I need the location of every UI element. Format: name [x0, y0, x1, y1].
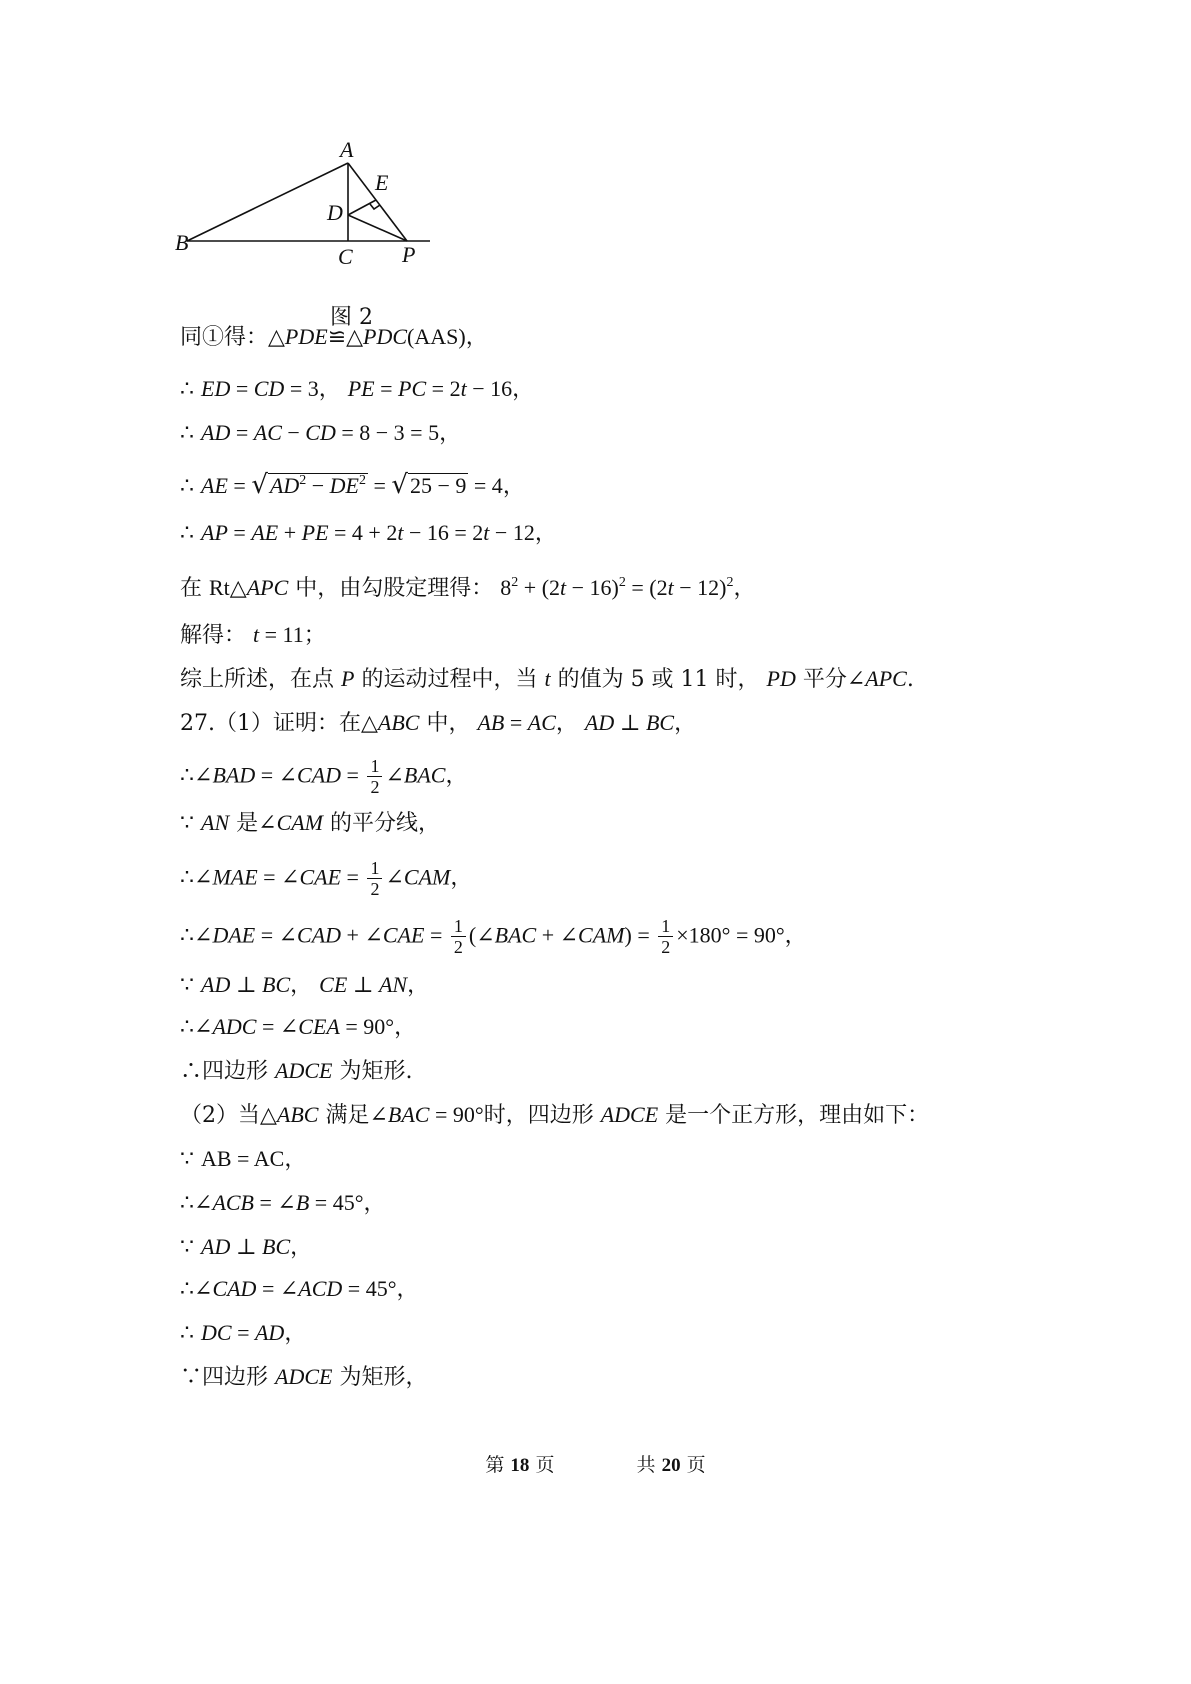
solution-line-2: ∴ ED = CD = 3， PE = PC = 2t − 16， — [180, 376, 535, 402]
label-b: B — [175, 230, 189, 255]
solution-line-3: ∴ AD = AC − CD = 8 − 3 = 5， — [180, 420, 462, 446]
solution-line-5: ∴ AP = AE + PE = 4 + 2t − 16 = 2t − 12， — [180, 520, 557, 546]
page-footer — [0, 1450, 1191, 1477]
figure-caption: 图 2 — [330, 305, 373, 330]
part2-line-1: ∵ AB = AC， — [180, 1146, 307, 1172]
proof-line-2: ∵ AN 是∠CAM 的平分线， — [180, 810, 441, 836]
line-ab — [187, 163, 348, 241]
proof-line-4: ∴∠DAE = ∠CAD + ∠CAE = $\frac{1}{2}$ (∠BAC + ∠CAM) = $\frac{1}{2}$ ×180° = 90°， — [180, 916, 807, 957]
footer-suffix: 页 — [686, 1454, 706, 1476]
solution-line-4: ∴ AE = $√AD^2 - DE^2 = √25 - 9 = 4$， — [180, 470, 525, 500]
proof-line-1: ∴∠BAD = ∠CAD = $\frac{1}{2}$ ∠BAC， — [180, 756, 468, 797]
part2-line-6: ∵四边形 ADCE 为矩形， — [180, 1364, 428, 1390]
triangle-figure — [175, 140, 495, 290]
label-e: E — [375, 170, 389, 195]
total-page-number: 20 — [661, 1455, 681, 1476]
proof-line-3: ∴∠MAE = ∠CAE = $\frac{1}{2}$ ∠CAM， — [180, 858, 473, 899]
proof-line-5: ∵ AD ⊥ BC， CE ⊥ AN， — [180, 972, 430, 998]
proof-line-6: ∴∠ADC = ∠CEA = 90°， — [180, 1014, 417, 1040]
footer-prefix: 第 — [485, 1454, 505, 1476]
part-2-heading: （2）当△ABC 满足∠BAC = 90°时，四边形 ADCE 是一个正方形，理由如下： — [180, 1102, 930, 1128]
triangle-diagram — [175, 140, 495, 290]
footer-total-prefix: 共 — [636, 1454, 656, 1476]
label-c: C — [338, 244, 353, 269]
part2-line-3: ∵ AD ⊥ BC， — [180, 1234, 313, 1260]
solution-line-7: 解得： t = 11； — [180, 622, 326, 648]
right-angle-mark — [370, 204, 380, 209]
summary-line: 综上所述，在点 P 的运动过程中，当 t 的值为 5 或 11 时， PD 平分∠APC. — [180, 666, 914, 692]
question-27-heading: 27.（1）证明：在△ABC 中， AB = AC， AD ⊥ BC， — [180, 710, 697, 736]
current-page-number: 18 — [510, 1455, 530, 1476]
solution-line-6: 在 Rt△APC 中，由勾股定理得： $8^2 + (2t - 16)^2 = (2t - 12)^2$， — [180, 575, 756, 601]
part2-line-2: ∴∠ACB = ∠B = 45°， — [180, 1190, 386, 1216]
label-p: P — [402, 242, 416, 267]
part2-line-4: ∴∠CAD = ∠ACD = 45°， — [180, 1276, 419, 1302]
part2-line-5: ∴ DC = AD， — [180, 1320, 307, 1346]
footer-page-word: 页 — [535, 1454, 555, 1476]
label-a: A — [340, 140, 354, 162]
label-d: D — [327, 200, 343, 225]
proof-line-7: ∴四边形 ADCE 为矩形. — [180, 1058, 413, 1084]
solution-line-1: 同①得：△PDE≌△PDC(AAS)， — [180, 324, 488, 350]
